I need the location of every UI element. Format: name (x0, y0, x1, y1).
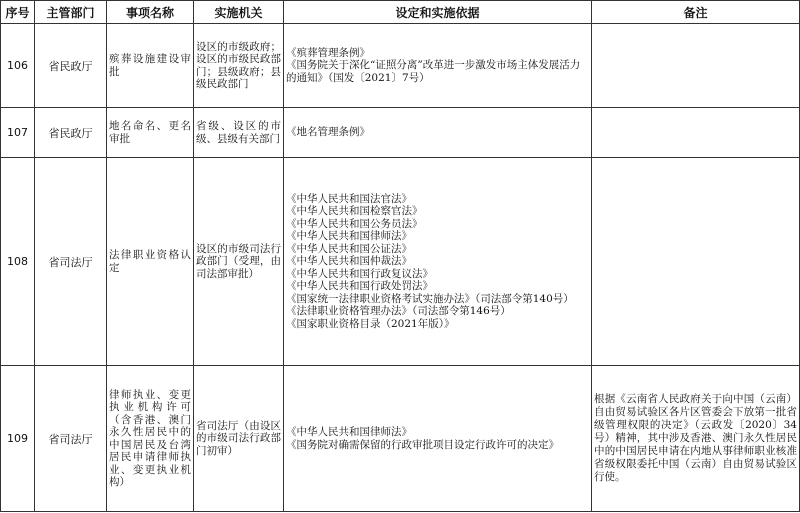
row-agency: 省级、设区的市级、县级有关部门 (194, 108, 284, 158)
header-row (1, 1, 800, 24)
basis-line: 《国家职业资格目录（2021年版）》 (286, 317, 455, 330)
row-note (592, 108, 800, 158)
header-dept: 主管部门 (35, 1, 107, 24)
basis-line: 《中华人民共和国法官法》 (286, 192, 412, 205)
row-item-name: 法律职业资格认定 (107, 158, 194, 366)
basis-line: 《中华人民共和国仲裁法》 (286, 255, 412, 268)
basis-line: 《法律职业资格管理办法》（司法部令第146号） (286, 305, 511, 318)
table-row (1, 108, 800, 158)
row-note: 根据《云南省人民政府关于向中国（云南）自由贸易试验区各片区管委会下放第一批省级管理权限的决定》（云政发〔2020〕34号）精神，其中涉及香港、澳门永久性居民中的中国居民申请在内地从事律师职业核准省级权限委托中国（云南）自由贸易试验区行使。 (592, 366, 800, 512)
row-number: 109 (1, 366, 35, 512)
row-number: 106 (1, 24, 35, 108)
row-basis (284, 24, 592, 108)
row-item-name: 律师执业、变更执业机构许可（含香港、澳门永久性居民中的中国居民及台湾居民申请律师执业、变更执业机构） (107, 366, 194, 512)
row-department: 省司法厅 (35, 158, 107, 366)
table-row (1, 366, 800, 512)
row-agency: 省司法厅（由设区的市级司法行政部门初审） (194, 366, 284, 512)
basis-line: 《中华人民共和国律师法》 (286, 426, 412, 438)
header-seq: 序号 (1, 1, 35, 24)
row-number: 107 (1, 108, 35, 158)
header-item: 事项名称 (107, 1, 194, 24)
header-agency: 实施机关 (194, 1, 284, 24)
basis-line: 《中华人民共和国公务员法》 (286, 217, 423, 230)
table-row (1, 24, 800, 108)
row-department: 省司法厅 (35, 366, 107, 512)
row-item-name: 殡葬设施建设审批 (107, 24, 194, 108)
row-agency: 设区的市级政府；设区的市级民政部门；县级政府；县级民政部门 (194, 24, 284, 108)
row-basis (284, 158, 592, 366)
basis-line: 《国务院对确需保留的行政审批项目设定行政许可的决定》 (286, 438, 559, 451)
header-note: 备注 (592, 1, 800, 24)
basis-line: 《中华人民共和国行政复议法》 (286, 267, 433, 280)
basis-line: 《地名管理条例》 (286, 126, 370, 139)
row-agency: 设区的市级司法行政部门（受理，由司法部审批） (194, 158, 284, 366)
basis-line: 《殡葬管理条例》 (286, 46, 370, 59)
basis-line: 《中华人民共和国律师法》 (286, 230, 412, 243)
basis-line: 《中华人民共和国公证法》 (286, 242, 412, 255)
row-department: 省民政厅 (35, 24, 107, 108)
row-department: 省民政厅 (35, 108, 107, 158)
basis-line: 《中华人民共和国行政处罚法》 (286, 280, 433, 293)
basis-line: 《国务院关于深化“证照分离”改革进一步激发市场主体发展活力的通知》（国发〔2021〕7号） (286, 59, 581, 84)
row-item-name: 地名命名、更名审批 (107, 108, 194, 158)
basis-line: 《国家统一法律职业资格考试实施办法》（司法部令第140号） (286, 292, 574, 305)
row-basis (284, 366, 592, 512)
row-note (592, 24, 800, 108)
basis-line: 《中华人民共和国检察官法》 (286, 205, 423, 218)
table-row (1, 158, 800, 366)
header-basis: 设定和实施依据 (284, 1, 592, 24)
row-number: 108 (1, 158, 35, 366)
row-basis (284, 108, 592, 158)
row-note (592, 158, 800, 366)
